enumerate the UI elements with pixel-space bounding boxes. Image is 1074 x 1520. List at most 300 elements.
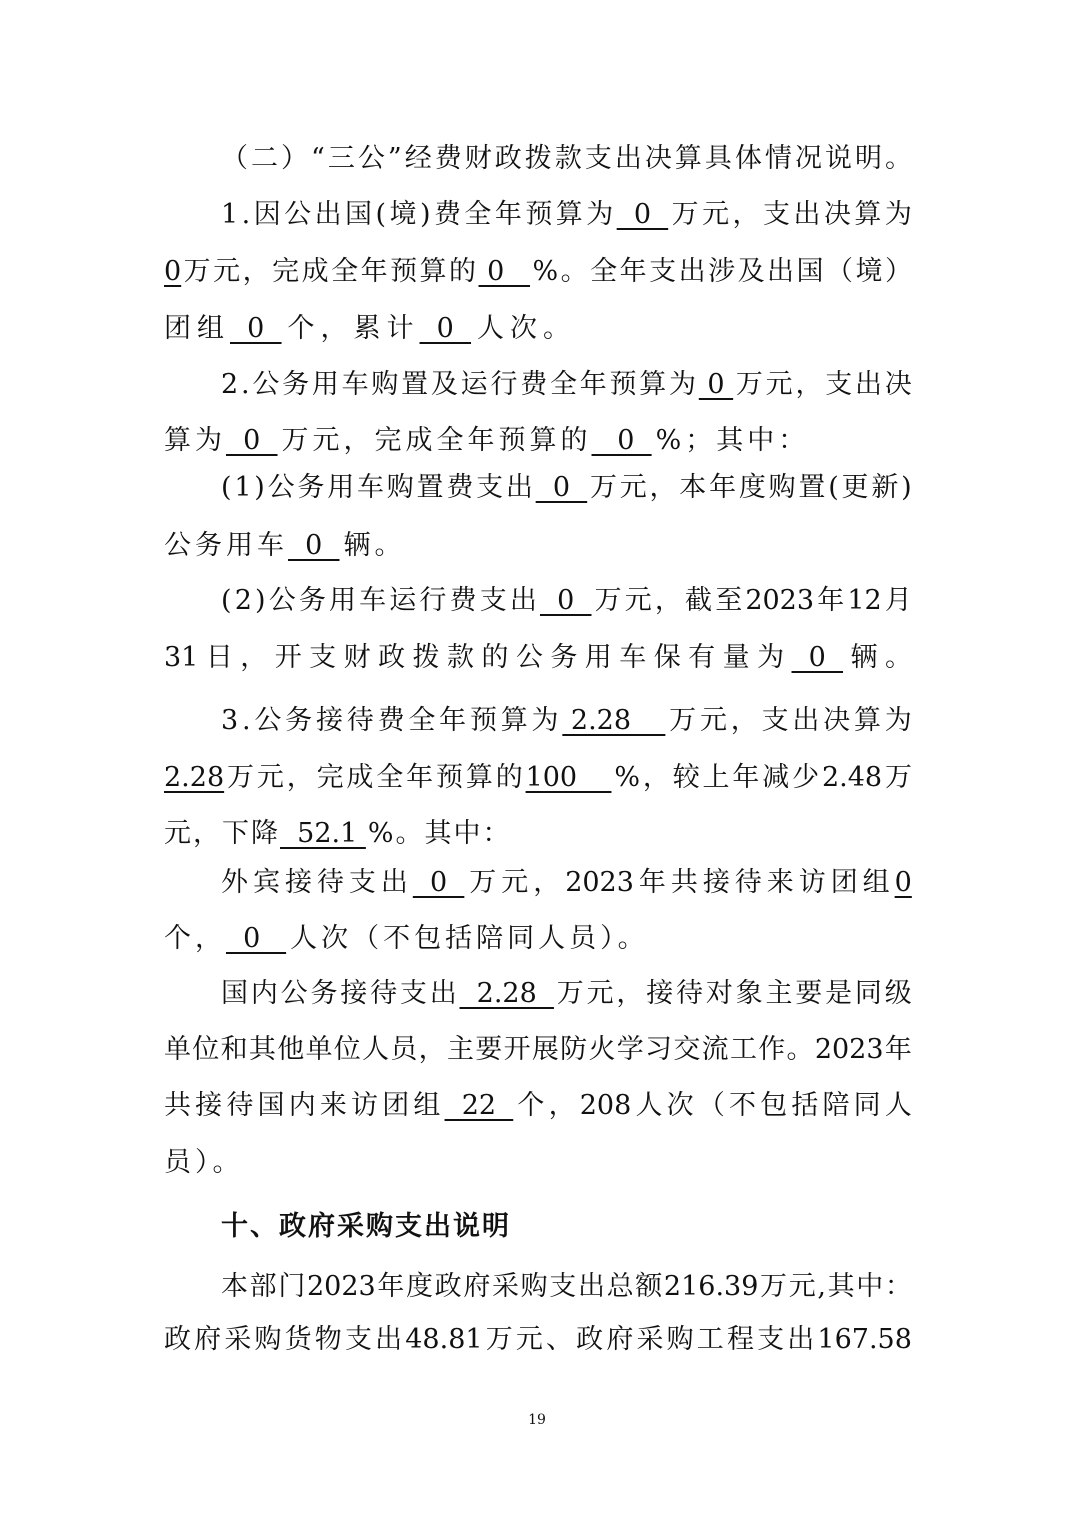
text-token: 人 bbox=[290, 923, 318, 954]
text-token: 行 bbox=[419, 585, 447, 616]
text-token: 组 bbox=[413, 1090, 441, 1121]
filled-blank: 2.28 bbox=[459, 978, 554, 1009]
text-token: ) bbox=[255, 585, 266, 616]
filled-blank: 100 bbox=[525, 762, 612, 793]
text-token: 元 bbox=[788, 1271, 816, 1302]
text-token: 三 bbox=[327, 143, 355, 174]
text-token: 陪 bbox=[476, 923, 504, 954]
text-token: 元 bbox=[699, 705, 727, 736]
text-token: 次 bbox=[321, 923, 349, 954]
text-token: 公 bbox=[164, 530, 191, 561]
text-token: 支 bbox=[476, 472, 504, 503]
text-token: 万 bbox=[183, 256, 211, 287]
filled-blank: 0 bbox=[616, 199, 669, 230]
text-token: 。 bbox=[617, 923, 645, 954]
text-token: 出 bbox=[787, 1324, 815, 1355]
text-token: 决 bbox=[644, 143, 672, 174]
paragraph-line bbox=[164, 641, 912, 675]
text-token: 年 bbox=[732, 762, 760, 793]
text-token: 置 bbox=[416, 472, 444, 503]
text-token: 采 bbox=[337, 1211, 364, 1242]
filled-blank: 0 bbox=[539, 585, 592, 616]
text-token: 公 bbox=[267, 472, 295, 503]
text-token: 包 bbox=[760, 1090, 788, 1121]
text-token: 位 bbox=[333, 1034, 361, 1065]
filled-blank: 0 bbox=[535, 472, 588, 503]
text-token: 习 bbox=[645, 1034, 673, 1065]
text-token: 支 bbox=[761, 705, 789, 736]
text-token: 要 bbox=[475, 1034, 503, 1065]
text-token: 元 bbox=[624, 585, 652, 616]
text-token: 万 bbox=[669, 705, 697, 736]
text-token: 和 bbox=[220, 1034, 248, 1065]
text-token: 完 bbox=[272, 256, 300, 287]
text-token: 截 bbox=[685, 585, 713, 616]
text-token: 购 bbox=[768, 472, 796, 503]
text-token: 共 bbox=[670, 867, 698, 898]
text-token: 元 bbox=[619, 472, 647, 503]
text-token: 购 bbox=[371, 369, 399, 400]
text-token: 。 bbox=[884, 642, 912, 673]
text-token: 。 bbox=[395, 818, 423, 849]
text-token: 访 bbox=[351, 1090, 379, 1121]
text-token: 1 bbox=[221, 199, 239, 230]
text-token: 对 bbox=[705, 978, 733, 1009]
text-token: ， bbox=[195, 923, 222, 954]
text-token: 公 bbox=[284, 199, 312, 230]
text-token: ， bbox=[730, 705, 758, 736]
text-token: 府 bbox=[606, 1324, 634, 1355]
text-token: 年 bbox=[638, 867, 666, 898]
text-token: 来 bbox=[319, 1090, 347, 1121]
text-token: 学 bbox=[616, 1034, 644, 1065]
text-token: 内 bbox=[288, 1090, 316, 1121]
text-token: 年 bbox=[619, 256, 647, 287]
text-token: 次 bbox=[510, 313, 538, 344]
text-token: 算 bbox=[674, 143, 702, 174]
text-token: 2023 bbox=[565, 867, 634, 898]
text-token: 出 bbox=[793, 199, 821, 230]
text-token: 支 bbox=[395, 1211, 422, 1242]
text-token: 十 bbox=[221, 1211, 248, 1242]
text-token: 年 bbox=[467, 425, 495, 456]
text-token: ） bbox=[195, 1147, 209, 1178]
text-token: 内 bbox=[250, 978, 278, 1009]
text-token: 公 bbox=[252, 369, 280, 400]
paragraph-line bbox=[221, 198, 912, 232]
text-token: 总 bbox=[606, 1271, 634, 1302]
text-token: 成 bbox=[405, 425, 433, 456]
text-token: ， bbox=[343, 425, 371, 456]
text-token: 度 bbox=[406, 1271, 433, 1302]
filled-blank: 0 bbox=[230, 313, 282, 344]
text-token: 。 bbox=[884, 143, 912, 174]
text-token: 不 bbox=[728, 1090, 756, 1121]
text-token: 务 bbox=[310, 978, 338, 1009]
text-token: 用 bbox=[226, 530, 253, 561]
text-token: ） bbox=[281, 143, 309, 174]
text-token: ) bbox=[901, 472, 912, 503]
text-token: 政 bbox=[378, 642, 406, 673]
text-token: 展 bbox=[531, 1034, 559, 1065]
text-token: 经 bbox=[404, 143, 432, 174]
text-token: ) bbox=[254, 472, 265, 503]
text-token: 不 bbox=[383, 923, 411, 954]
text-token: 算 bbox=[419, 256, 447, 287]
text-token: 元 bbox=[256, 762, 284, 793]
paragraph-line bbox=[164, 255, 912, 289]
text-token: 组 bbox=[197, 313, 224, 344]
text-token: 公 bbox=[254, 705, 282, 736]
text-token: 财 bbox=[343, 642, 371, 673]
text-token: 购 bbox=[520, 1271, 548, 1302]
text-token: 位 bbox=[192, 1034, 220, 1065]
text-token: 2.48 bbox=[821, 762, 883, 793]
text-token: 预 bbox=[498, 425, 526, 456]
text-token: 。 bbox=[560, 256, 588, 287]
text-token: 车 bbox=[356, 472, 384, 503]
text-token: 府 bbox=[463, 1271, 491, 1302]
text-token: 决 bbox=[823, 705, 851, 736]
text-token: 次 bbox=[666, 1090, 694, 1121]
text-token: 元 bbox=[164, 818, 191, 849]
text-token: 出 bbox=[505, 472, 533, 503]
text-token: 物 bbox=[314, 1324, 342, 1355]
filled-blank: 0 bbox=[591, 425, 652, 456]
text-token: 团 bbox=[164, 313, 191, 344]
text-token: . bbox=[240, 369, 250, 400]
text-token: 其 bbox=[716, 425, 744, 456]
text-token: 款 bbox=[446, 642, 474, 673]
text-token: 计 bbox=[386, 313, 414, 344]
text-token: ( bbox=[221, 472, 232, 503]
text-token: 全 bbox=[590, 256, 618, 287]
text-token: ， bbox=[320, 313, 348, 344]
text-token: 要 bbox=[795, 978, 823, 1009]
paragraph-line bbox=[164, 817, 912, 851]
text-token: ； bbox=[685, 425, 713, 456]
text-token: （ bbox=[352, 923, 380, 954]
text-token: 支 bbox=[757, 1324, 785, 1355]
text-token: 全 bbox=[376, 762, 404, 793]
filled-blank: 0 bbox=[288, 530, 340, 561]
text-token: 级 bbox=[884, 978, 912, 1009]
text-token: 208 bbox=[579, 1090, 632, 1121]
text-token: 其 bbox=[827, 1271, 855, 1302]
text-token: 支 bbox=[649, 256, 677, 287]
filled-blank: 0 bbox=[478, 256, 531, 287]
text-token: 费 bbox=[433, 199, 461, 230]
text-token: 31 bbox=[164, 642, 199, 673]
paragraph-line bbox=[164, 312, 912, 346]
text-token: ， bbox=[242, 256, 270, 287]
text-token: 支 bbox=[309, 642, 337, 673]
text-token: 2023 bbox=[814, 1034, 884, 1065]
text-token: 个 bbox=[164, 923, 191, 954]
text-token: 为 bbox=[195, 425, 222, 456]
text-token: 务 bbox=[550, 642, 578, 673]
text-token: 决 bbox=[884, 369, 912, 400]
text-token: 务 bbox=[298, 585, 326, 616]
text-token: 用 bbox=[327, 472, 355, 503]
text-token: 为 bbox=[757, 642, 785, 673]
text-token: 年 bbox=[884, 1034, 912, 1065]
text-token: 运 bbox=[389, 585, 417, 616]
text-token: 务 bbox=[195, 530, 222, 561]
text-token: 出 bbox=[678, 256, 706, 287]
text-token: 万 bbox=[760, 1271, 788, 1302]
text-token: 元 bbox=[515, 1324, 543, 1355]
filled-blank: 0 bbox=[226, 923, 287, 954]
text-token: 的 bbox=[481, 642, 509, 673]
text-token: 完 bbox=[316, 762, 344, 793]
text-token: 接 bbox=[340, 978, 368, 1009]
text-token: 年 bbox=[439, 705, 467, 736]
text-token: 。 bbox=[374, 530, 402, 561]
text-token: “ bbox=[311, 143, 325, 174]
text-token: （ bbox=[697, 1090, 725, 1121]
text-token: . bbox=[241, 705, 251, 736]
text-token: 行 bbox=[490, 369, 518, 400]
text-token: 政 bbox=[279, 1211, 306, 1242]
text-token: 全 bbox=[408, 705, 436, 736]
text-token: 作 bbox=[758, 1034, 786, 1065]
text-token: 况 bbox=[794, 143, 822, 174]
text-token: 年 bbox=[817, 585, 845, 616]
text-token: 算 bbox=[465, 762, 493, 793]
text-token: 门 bbox=[278, 1271, 306, 1302]
text-token: 二 bbox=[251, 143, 279, 174]
text-token: 国 bbox=[257, 1090, 285, 1121]
text-token: 来 bbox=[766, 867, 794, 898]
paragraph-line bbox=[164, 1033, 912, 1067]
text-token: 置 bbox=[798, 472, 826, 503]
text-token: 明 bbox=[482, 1211, 509, 1242]
text-token: 其 bbox=[424, 818, 452, 849]
text-token: 年 bbox=[377, 1271, 405, 1302]
text-token: ， bbox=[732, 199, 760, 230]
text-token: ） bbox=[600, 923, 614, 954]
text-token: 预 bbox=[390, 256, 418, 287]
text-token: 流 bbox=[701, 1034, 729, 1065]
text-token: （ bbox=[221, 143, 248, 174]
text-token: 算 bbox=[639, 369, 667, 400]
text-token: 出 bbox=[509, 585, 537, 616]
paragraph-line bbox=[164, 1089, 912, 1123]
text-token: 国 bbox=[221, 978, 248, 1009]
text-token: 人 bbox=[538, 923, 566, 954]
text-token: 算 bbox=[529, 425, 557, 456]
text-token: 成 bbox=[346, 762, 374, 793]
text-token: 政 bbox=[494, 143, 522, 174]
text-token: 累 bbox=[353, 313, 381, 344]
text-token: 待 bbox=[734, 867, 762, 898]
text-token: ， bbox=[795, 369, 823, 400]
text-token: 接 bbox=[646, 978, 674, 1009]
text-token: 费 bbox=[520, 369, 548, 400]
paragraph-line bbox=[221, 368, 912, 402]
text-token: 同 bbox=[853, 1090, 881, 1121]
text-token: 算 bbox=[164, 425, 191, 456]
text-token: 其 bbox=[248, 1034, 276, 1065]
text-token: 外 bbox=[221, 867, 248, 898]
filled-blank: 52.1 bbox=[280, 818, 366, 849]
text-token: 决 bbox=[823, 199, 851, 230]
text-token: 出 bbox=[614, 143, 642, 174]
text-token: 务 bbox=[282, 369, 310, 400]
text-token: 万 bbox=[671, 199, 699, 230]
text-token: 年 bbox=[494, 199, 522, 230]
text-token: 府 bbox=[194, 1324, 222, 1355]
text-token: 上 bbox=[702, 762, 730, 793]
text-token: 境 bbox=[389, 199, 417, 230]
text-token: 万 bbox=[884, 762, 912, 793]
text-token: 全 bbox=[331, 256, 359, 287]
text-token: 公 bbox=[515, 642, 543, 673]
text-token: 12 bbox=[847, 585, 882, 616]
text-token: 万 bbox=[589, 472, 617, 503]
text-token: 采 bbox=[224, 1324, 252, 1355]
text-token: ， bbox=[240, 642, 268, 673]
text-token: 48.81 bbox=[405, 1324, 483, 1355]
text-token: 同 bbox=[854, 978, 882, 1009]
text-token: 出 bbox=[854, 369, 882, 400]
text-token: 减 bbox=[762, 762, 790, 793]
text-token: ” bbox=[387, 143, 402, 174]
text-token: ， bbox=[649, 472, 677, 503]
text-token: 预 bbox=[525, 199, 553, 230]
text-token: 支 bbox=[549, 1271, 577, 1302]
text-token: 同 bbox=[507, 923, 535, 954]
text-token: 出 bbox=[429, 978, 457, 1009]
text-token: 交 bbox=[673, 1034, 701, 1065]
text-token: 他 bbox=[277, 1034, 305, 1065]
text-token: ( bbox=[828, 472, 839, 503]
text-token: 万 bbox=[281, 425, 309, 456]
text-token: 说 bbox=[453, 1211, 480, 1242]
text-token: 元 bbox=[312, 425, 340, 456]
paragraph-line bbox=[164, 922, 912, 956]
text-token: 年 bbox=[406, 762, 434, 793]
paragraph-line bbox=[221, 977, 912, 1011]
text-token: 公 bbox=[268, 585, 296, 616]
paragraph-line bbox=[164, 529, 912, 563]
text-token: 元 bbox=[213, 256, 241, 287]
paragraph-line bbox=[221, 584, 912, 618]
text-token: ， bbox=[286, 762, 314, 793]
text-token: 待 bbox=[226, 1090, 254, 1121]
text-token: ( bbox=[375, 199, 387, 230]
text-token: % bbox=[655, 425, 682, 456]
text-token: 至 bbox=[715, 585, 743, 616]
text-token: 算 bbox=[555, 199, 583, 230]
text-token: 的 bbox=[449, 256, 477, 287]
text-token: 月 bbox=[884, 585, 912, 616]
text-token: 支 bbox=[399, 978, 427, 1009]
text-token: 中 bbox=[747, 425, 775, 456]
text-token: 、 bbox=[546, 1324, 574, 1355]
text-token: 单 bbox=[164, 1034, 191, 1065]
text-token: 待 bbox=[370, 978, 398, 1009]
text-token: 接 bbox=[195, 1090, 223, 1121]
text-token: 采 bbox=[636, 1324, 664, 1355]
text-token: 日 bbox=[205, 642, 233, 673]
text-token: 务 bbox=[285, 705, 313, 736]
text-token: 出 bbox=[792, 705, 820, 736]
text-token: 拨 bbox=[412, 642, 440, 673]
text-token: 2 bbox=[234, 585, 252, 616]
text-token: 中 bbox=[453, 818, 481, 849]
text-token: 是 bbox=[825, 978, 853, 1009]
text-token: 本 bbox=[679, 472, 707, 503]
paragraph-line bbox=[164, 1323, 912, 1357]
text-token: 车 bbox=[341, 369, 369, 400]
text-token: 费 bbox=[449, 585, 477, 616]
text-token: ， bbox=[616, 978, 644, 1009]
text-token: 车 bbox=[257, 530, 284, 561]
text-token: 元 bbox=[765, 369, 793, 400]
text-token: 主 bbox=[765, 978, 793, 1009]
text-token: 2 bbox=[221, 369, 239, 400]
text-token: 国 bbox=[796, 256, 824, 287]
paragraph-line bbox=[164, 1146, 912, 1180]
text-token: 出 bbox=[424, 1211, 451, 1242]
text-token: 元 bbox=[501, 867, 529, 898]
text-token: 支 bbox=[825, 369, 853, 400]
text-token: 用 bbox=[328, 585, 356, 616]
text-token: 出 bbox=[375, 1324, 403, 1355]
text-token: 接 bbox=[702, 867, 730, 898]
text-token: 政 bbox=[434, 1271, 462, 1302]
text-token: 万 bbox=[485, 1324, 513, 1355]
paragraph-line bbox=[221, 1270, 912, 1304]
text-token: 预 bbox=[436, 762, 463, 793]
text-token: 开 bbox=[503, 1034, 531, 1065]
text-token: 为 bbox=[586, 199, 614, 230]
filled-blank: 0 bbox=[419, 313, 472, 344]
text-token: ） bbox=[884, 256, 912, 287]
filled-blank: 22 bbox=[444, 1090, 514, 1121]
text-token: 有 bbox=[688, 642, 716, 673]
text-token: 费 bbox=[434, 143, 462, 174]
text-token: 为 bbox=[669, 369, 697, 400]
text-token: 元 bbox=[702, 199, 730, 230]
text-token: 情 bbox=[764, 143, 792, 174]
text-token: ， bbox=[418, 1034, 446, 1065]
text-token: 出 bbox=[380, 867, 408, 898]
text-token: 公 bbox=[280, 978, 308, 1009]
text-token: 个 bbox=[287, 313, 315, 344]
paragraph-line bbox=[164, 761, 912, 795]
text-token: % bbox=[367, 818, 394, 849]
text-token: 国 bbox=[345, 199, 373, 230]
text-token: 及 bbox=[737, 256, 765, 287]
text-token: 员 bbox=[164, 1147, 191, 1178]
text-token: 量 bbox=[722, 642, 750, 673]
text-token: 的 bbox=[495, 762, 523, 793]
text-token: 年 bbox=[709, 472, 737, 503]
text-token: 更 bbox=[841, 472, 869, 503]
paragraph-line bbox=[221, 866, 912, 900]
text-token: 降 bbox=[251, 818, 278, 849]
text-token: 个 bbox=[517, 1090, 545, 1121]
text-token: 万 bbox=[226, 762, 254, 793]
text-token: 支 bbox=[584, 143, 612, 174]
text-token: 购 bbox=[386, 472, 414, 503]
text-token: （ bbox=[826, 256, 854, 287]
section-subheading bbox=[221, 142, 912, 176]
filled-blank: 0 bbox=[412, 867, 465, 898]
